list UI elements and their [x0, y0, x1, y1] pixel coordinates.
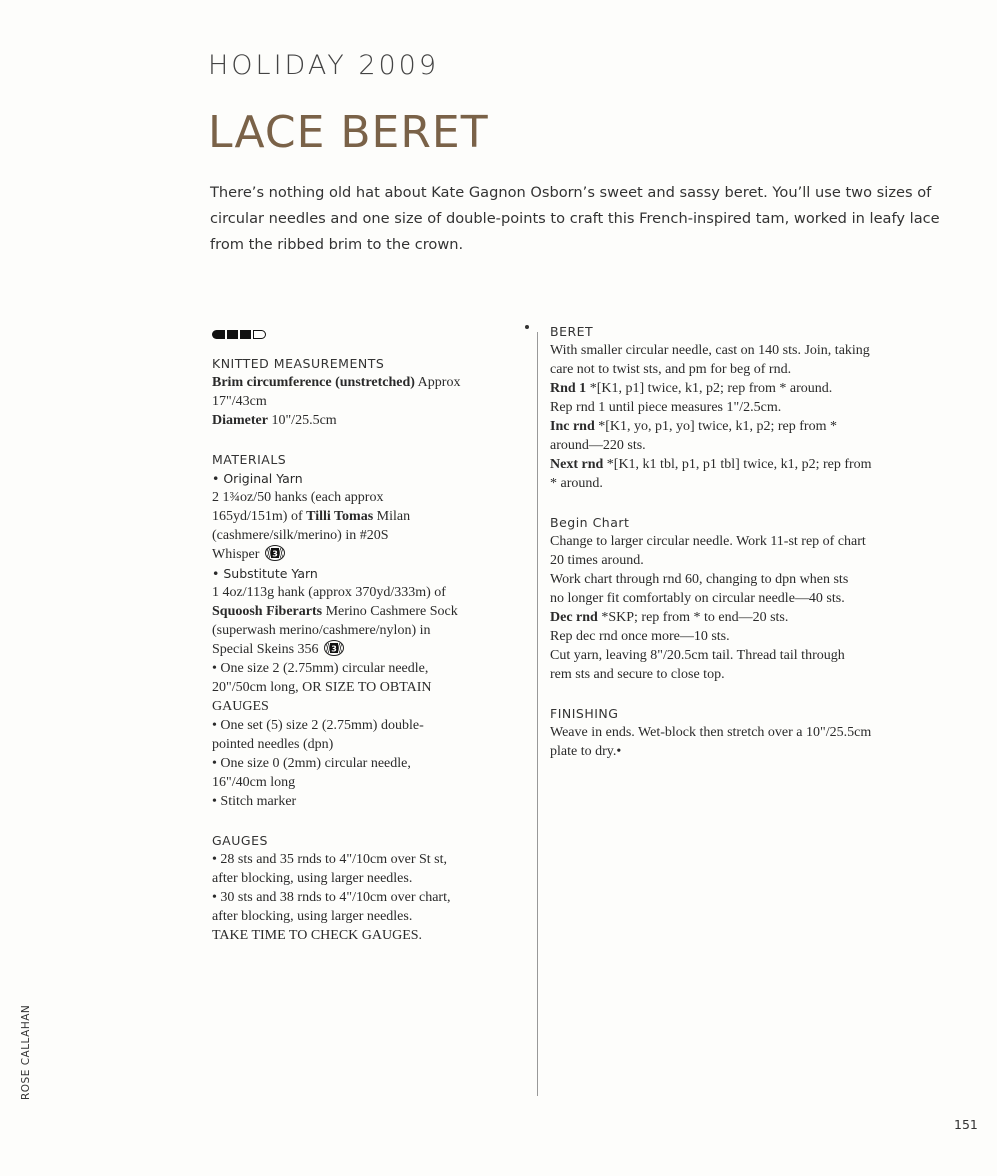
beret-line: Rep rnd 1 until piece measures 1"/2.5cm. [550, 400, 782, 415]
yarn-weight-icon [265, 545, 285, 561]
substitute-yarn-label: • Substitute Yarn [212, 566, 318, 581]
needle-line: 20"/50cm long, OR SIZE TO OBTAIN [212, 680, 432, 695]
divider-dot [525, 325, 529, 329]
skill-level-indicator [212, 326, 522, 342]
gauge-line: after blocking, using larger needles. [212, 871, 413, 886]
substitute-yarn-text: Merino Cashmere Sock [322, 604, 458, 619]
inc-rnd-text: *[K1, yo, p1, yo] twice, k1, p2; rep from * [594, 419, 837, 434]
substitute-yarn-line [212, 640, 522, 659]
inc-rnd-line [550, 417, 960, 436]
next-rnd-label: Next rnd [550, 457, 604, 472]
chart-line: Cut yarn, leaving 8"/20.5cm tail. Thread tail through [550, 648, 845, 663]
skill-block-filled [212, 330, 225, 339]
chart-line: Work chart through rnd 60, changing to dpn when sts [550, 572, 849, 587]
skill-block-filled [227, 330, 238, 339]
brim-line [212, 373, 522, 392]
yarn-weight-icon [324, 640, 344, 656]
inc-rnd-line: around—220 sts. [550, 438, 646, 453]
needle-line: pointed needles (dpn) [212, 737, 334, 752]
chart-line: rem sts and secure to close top. [550, 667, 725, 682]
diameter-value: 10"/25.5cm [267, 413, 337, 428]
page-title: LACE BERET [208, 107, 489, 158]
original-yarn-line [212, 507, 522, 526]
substitute-yarn-line: 1 4oz/113g hank (approx 370yd/333m) of [212, 585, 446, 600]
dec-rnd-text: *SKP; rep from * to end—20 sts. [597, 610, 789, 625]
chart-line: Change to larger circular needle. Work 11-st rep of chart [550, 534, 866, 549]
next-rnd-text: *[K1, k1 tbl, p1, p1 tbl] twice, k1, p2; rep from [603, 457, 872, 472]
original-yarn-line: (cashmere/silk/merino) in #20S [212, 528, 389, 543]
rnd1-label: Rnd 1 [550, 381, 587, 396]
gauge-line: • 28 sts and 35 rnds to 4"/10cm over St st, [212, 852, 447, 867]
rnd1-text: *[K1, p1] twice, k1, p2; rep from * around. [586, 381, 833, 396]
marker-line: • Stitch marker [212, 794, 297, 809]
chart-line: no longer fit comfortably on circular needle—40 sts. [550, 591, 845, 606]
finishing-heading: FINISHING [550, 706, 619, 721]
knitted-measurements-heading: KNITTED MEASUREMENTS [212, 356, 385, 371]
original-yarn-text: Milan [373, 509, 411, 524]
original-yarn-brand: Tilli Tomas [306, 509, 374, 524]
left-column [212, 326, 522, 945]
chart-line: 20 times around. [550, 553, 644, 568]
needle-line: • One set (5) size 2 (2.75mm) double- [212, 718, 424, 733]
next-rnd-line: * around. [550, 476, 603, 491]
issue-label: HOLIDAY 2009 [208, 50, 440, 81]
skill-block-filled [240, 330, 251, 339]
yarn-weight-number: 3 [331, 644, 337, 654]
needle-line: • One size 2 (2.75mm) circular needle, [212, 661, 429, 676]
dec-rnd-line [550, 608, 960, 627]
needle-line: • One size 0 (2mm) circular needle, [212, 756, 411, 771]
substitute-yarn-line: (superwash merino/cashmere/nylon) in [212, 623, 431, 638]
gauge-line: after blocking, using larger needles. [212, 909, 413, 924]
diameter-label: Diameter [212, 413, 268, 428]
brim-value: Approx [414, 375, 461, 390]
finishing-line: Weave in ends. Wet-block then stretch over a 10"/25.5cm [550, 725, 872, 740]
substitute-yarn-brand: Squoosh Fiberarts [212, 604, 323, 619]
right-column [550, 323, 960, 761]
beret-line: With smaller circular needle, cast on 140 sts. Join, taking [550, 343, 870, 358]
beret-line: care not to twist sts, and pm for beg of rnd. [550, 362, 792, 377]
needle-line: 16"/40cm long [212, 775, 296, 790]
rnd1-line [550, 379, 960, 398]
gauge-check-line: TAKE TIME TO CHECK GAUGES. [212, 928, 423, 943]
substitute-yarn-color: Special Skeins 356 [212, 642, 319, 657]
gauge-line: • 30 sts and 38 rnds to 4"/10cm over chart, [212, 890, 451, 905]
dec-rnd-label: Dec rnd [550, 610, 598, 625]
needle-line: GAUGES [212, 699, 269, 714]
finishing-line: plate to dry.• [550, 744, 622, 759]
column-divider [537, 332, 538, 1096]
original-yarn-line [212, 545, 522, 564]
original-yarn-line: 2 1¾oz/50 hanks (each approx [212, 490, 384, 505]
photo-credit: ROSE CALLAHAN [20, 1004, 32, 1100]
original-yarn-color: Whisper [212, 547, 260, 562]
inc-rnd-label: Inc rnd [550, 419, 595, 434]
next-rnd-line [550, 455, 960, 474]
page-number: 151 [954, 1117, 978, 1132]
brim-label: Brim circumference (unstretched) [212, 375, 415, 390]
original-yarn-text: 165yd/151m) of [212, 509, 307, 524]
substitute-yarn-line [212, 602, 522, 621]
beret-heading: BERET [550, 324, 594, 339]
skill-block-empty [253, 330, 266, 339]
yarn-weight-number: 3 [272, 549, 278, 559]
diameter-line [212, 411, 522, 430]
materials-heading: MATERIALS [212, 452, 287, 467]
chart-line: Rep dec rnd once more—10 sts. [550, 629, 730, 644]
brim-value-line: 17"/43cm [212, 394, 267, 409]
begin-chart-heading: Begin Chart [550, 515, 630, 530]
intro-paragraph: There’s nothing old hat about Kate Gagnon Osborn’s sweet and sassy beret. You’ll use two sizes of circular needles and one size of double-points to craft this French-inspired tam, worked in leafy lace from the ribbed brim to the crown. [210, 184, 940, 253]
gauges-heading: GAUGES [212, 833, 268, 848]
original-yarn-label: • Original Yarn [212, 471, 303, 486]
